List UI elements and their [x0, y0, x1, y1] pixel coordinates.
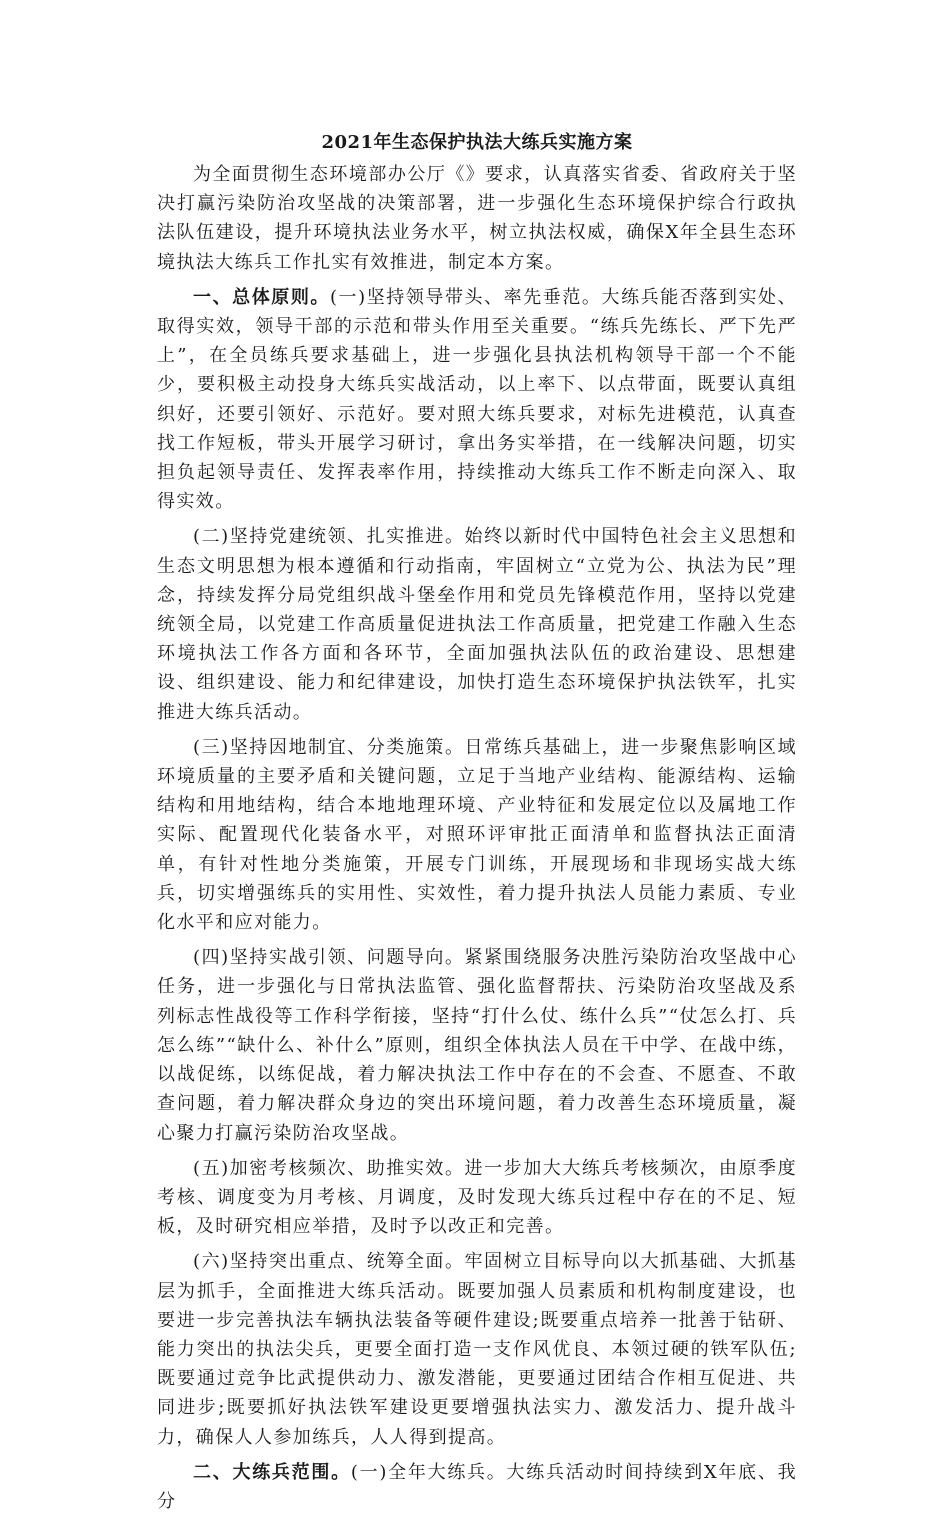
scope-1-text: (一)全年大练兵。大练兵活动时间持续到X年底、我分 [157, 1461, 797, 1512]
principle-4-paragraph: (四)坚持实战引领、问题导向。紧紧围绕服务决胜污染防治攻坚战中心任务，进一步强化与日常执法监管、强化监督帮扶、污染防治攻坚战及系列标志性战役等工作科学衔接，坚持“打什么仗、练什么兵”“仗怎么打、兵怎么练”“缺什么、补什么”原则，组织全体执法人员在干中学、在战中练，以战促练，以练促战，着力解决执法工作中存在的不会查、不愿查、不敢查问题，着力解决群众身边的突出环境问题，着力改善生态环境质量，凝心聚力打赢污染防治攻坚战。 [157, 947, 797, 1144]
principle-2-paragraph: (二)坚持党建统领、扎实推进。始终以新时代中国特色社会主义思想和生态文明思想为根本遵循和行动指南，牢固树立“立党为公、执法为民”理念，持续发挥分局党组织战斗堡垒作用和党员先锋模范作用，坚持以党建统领全局，以党建工作高质量促进执法工作高质量，把党建工作融入生态环境执法工作各方面和各环节，全面加强执法队伍的政治建设、思想建设、组织建设、能力和纪律建设，加快打造生态环境保护执法铁军，扎实推进大练兵活动。 [157, 526, 797, 723]
document-body [157, 128, 797, 1516]
principle-1-text: (一)坚持领导带头、率先垂范。大练兵能否落到实处、取得实效，领导干部的示范和带头作用至关重要。“练兵先练长、严下先严上”，在全员练兵要求基础上，进一步强化县执法机构领导干部一个不能少，要积极主动投身大练兵实战活动，以上率下、以点带面，既要认真组织好，还要引领好、示范好。要对照大练兵要求，对标先进模范，认真查找工作短板，带头开展学习研讨，拿出务实举措，在一线解决问题，切实担负起领导责任、发挥表率作用，持续推动大练兵工作不断走向深入、取得实效。 [157, 286, 797, 513]
section-1-heading: 一、总体原则。 [193, 286, 330, 308]
intro-paragraph: 为全面贯彻生态环境部办公厅《》要求，认真落实省委、省政府关于坚决打赢污染防治攻坚战的决策部署，进一步强化生态环境保护综合行政执法队伍建设，提升环境执法业务水平，树立执法权威，确保X年全县生态环境执法大练兵工作扎实有效推进，制定本方案。 [157, 164, 797, 273]
principle-5-paragraph: (五)加密考核频次、助推实效。进一步加大大练兵考核频次，由原季度考核、调度变为月考核、月调度，及时发现大练兵过程中存在的不足、短板，及时研究相应举措，及时予以改正和完善。 [157, 1157, 797, 1238]
section-2-paragraph [157, 1458, 797, 1516]
section-2-heading: 二、大练兵范围。 [193, 1461, 351, 1483]
principle-6-paragraph: (六)坚持突出重点、统筹全面。牢固树立目标导向以大抓基础、大抓基层为抓手，全面推进大练兵活动。既要加强人员素质和机构制度建设，也要进一步完善执法车辆执法装备等硬件建设;既要重点培养一批善于钻研、能力突出的执法尖兵，更要全面打造一支作风优良、本领过硬的铁军队伍;既要通过竞争比武提供动力、激发潜能，更要通过团结合作相互促进、共同进步;既要抓好执法铁军建设更要增强执法实力、激发活力、提升战斗力，确保人人参加练兵，人人得到提高。 [157, 1251, 797, 1448]
principle-3-paragraph: (三)坚持因地制宜、分类施策。日常练兵基础上，进一步聚焦影响区域环境质量的主要矛盾和关键问题，立足于当地产业结构、能源结构、运输结构和用地结构，结合本地地理环境、产业特征和发展定位以及属地工作实际、配置现代化装备水平，对照环评审批正面清单和监督执法正面清单，有针对性地分类施策，开展专门训练，开展现场和非现场实战大练兵，切实增强练兵的实用性、实效性，着力提升执法人员能力素质、专业化水平和应对能力。 [157, 736, 797, 934]
section-1-paragraph [157, 283, 797, 517]
document-title: 2021年生态保护执法大练兵实施方案 [321, 132, 633, 153]
